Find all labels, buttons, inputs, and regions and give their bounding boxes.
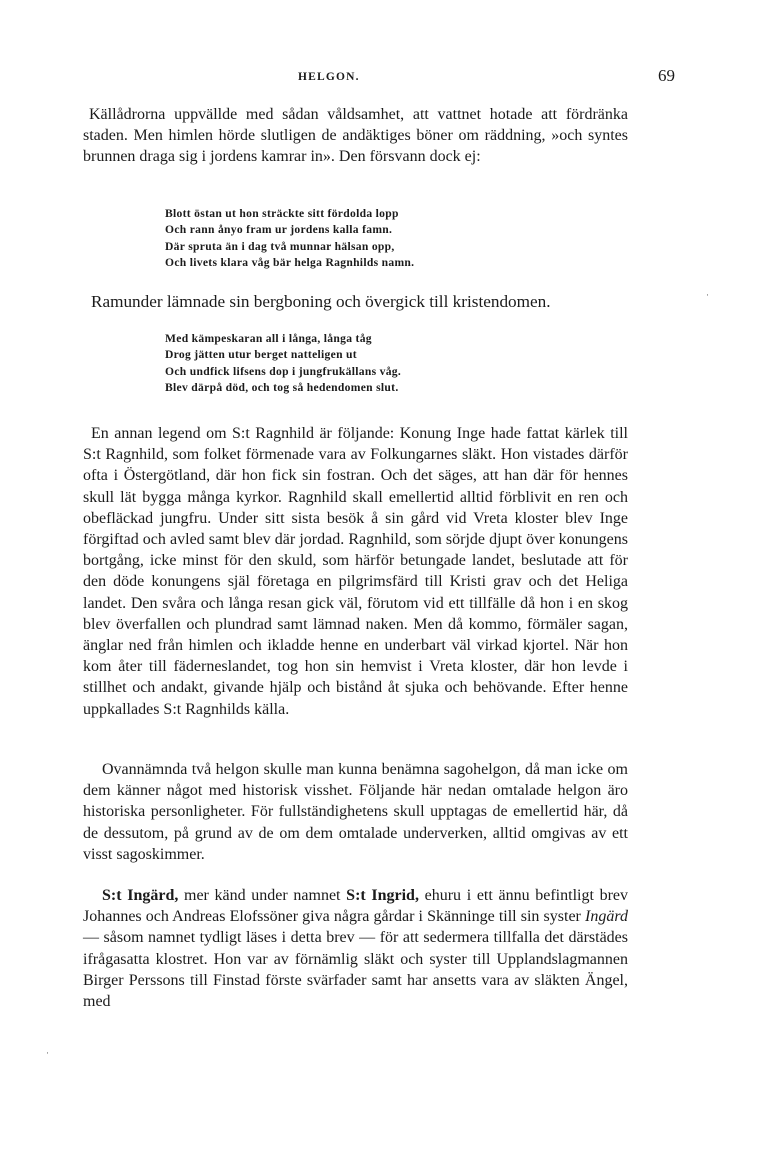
verse-block-1 [165,206,414,272]
paragraph-spring-flood: Källådrorna uppvällde med sådan våldsamhet, att vattnet hotade att fördränka staden. Men himlen hörde slutligen de andäktiges böner om räddning, »och syntes brunnen draga sig i jordens kamrar in». Den försvann dock ej: [83,106,628,166]
paragraph-st-ingard: S:t Ingärd, mer känd under namnet S:t Ingrid, ehuru i ett ännu befintligt brev Johannes och Andreas Elofssöner giva några gårdar i Skänninge till sin syster Ingärd — såsom namnet tydligt läses i detta brev — för att sedermera tillfalla det därstädes ifrågasatta klostret. Hon var av förnämlig släkt och syster till Upplandslagmannen Birger Perssons till Finstad förste svärfader samt har ansetts vara av släkten Ängel, med [83,887,629,1011]
saint-name-ingard: S:t Ingärd, [102,887,179,904]
stray-mark: · [706,290,709,300]
verse-line: Med kämpeskaran all i långa, långa tåg [165,332,372,345]
verse-line: Blott östan ut hon sträckte sitt fördolda lopp [165,207,399,220]
verse-block-2 [165,331,401,397]
running-header [0,66,760,86]
stray-mark: · [46,1048,49,1058]
verse-line: Där spruta än i dag två munnar hälsan opp, [165,239,395,253]
verse-line: Blev därpå död, och tog så hedendomen slut. [165,381,399,395]
verse-line: Drog jätten utur berget natteligen ut [165,348,357,362]
running-title: HELGON. [298,71,360,83]
paragraph-ragnhild-legend: En annan legend om S:t Ragnhild är följande: Konung Inge hade fattat kärlek till S:t Ragnhild, som folket förmenade vara av Folkungarnes släkt. Hon vistades därför ofta i Östergötland, där hon fick sin fostran. Och det säges, att han där för hennes skull lät bygga många kyrkor. Ragnhild skall emellertid alltid förblivit en ren och obefläckad jungfru. Under sitt sista besök å sin gård vid Vreta kloster blev Inge förgiftad och avled samt blev där jordad. Ragnhild, som sörjde djupt över konungens bortgång, icke minst för den skuld, som härför betungade landet, beslutade att för den döde konungens själ företaga en pilgrimsfärd till Kristi grav och det Heliga landet. Den svåra och långa resan gick väl, förutom vid ett tillfälle då hon i en skog blev överfallen och plundrad samt lämnad naken. Men då kommo, förmäler sagan, änglar ned från himlen och ikladde henne en underbart väl virkad kjortel. När hon kom åter till fäderneslandet, tog hon sin hemvist i Vreta kloster, där hon levde i stillhet och andakt, givande hjälp och bistånd åt sjuka och behövande. Efter henne uppkallades S:t Ragnhilds källa. [83,425,628,718]
italic-name-ingard: Ingärd [585,908,628,926]
verse-line: Och livets klara våg bär helga Ragnhilds namn. [165,256,415,270]
saint-name-ingrid: S:t Ingrid, [346,887,419,904]
paragraph-ramunder: Ramunder lämnade sin bergboning och övergick till kristendomen. [91,292,551,311]
verse-line: Och rann ånyo fram ur jordens kalla famn. [165,223,393,237]
verse-line: Och undfick lifsens dop i jungfrukällans våg. [165,364,402,378]
paragraph-saga-saints: Ovannämnda två helgon skulle man kunna benämna sagohelgon, då man icke om dem känner något med historisk visshet. Följande här nedan omtalade helgon äro historiska personligheter. För fullständighetens skull upptagas de emellertid här, då de dessutom, på grund av de om dem omtalade underverken, alltid omgivas av ett visst sagoskimmer. [83,761,628,863]
page-number: 69 [658,66,675,85]
